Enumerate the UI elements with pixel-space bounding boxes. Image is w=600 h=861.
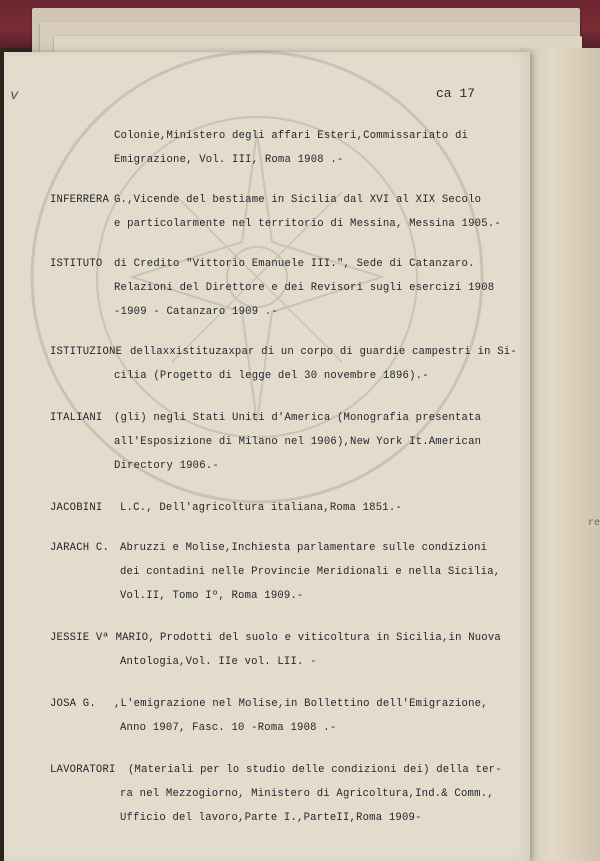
entry-line: Abruzzi e Molise,Inchiesta parlamentare sulle condizioni [120, 542, 488, 554]
margin-mark: v [10, 88, 19, 104]
entry-label: ISTITUZIONE [50, 346, 123, 358]
entry-line: Directory 1906.- [114, 460, 219, 472]
right-edge-text: re [588, 518, 600, 529]
entry-label: INFERRERA [50, 194, 110, 206]
entry-line: all'Esposizione di Milano nel 1906),New York It.American [114, 436, 482, 448]
right-page-edges [520, 48, 600, 861]
entry-line: Vol.II, Tomo Iº, Roma 1909.- [120, 590, 304, 602]
page-number: ca 17 [436, 86, 476, 101]
entry-line: (gli) negli Stati Uniti d'America (Monografia presentata [114, 412, 482, 424]
entry-line: ,L'emigrazione nel Molise,in Bollettino dell'Emigrazione, [114, 698, 488, 710]
entry-line: (Materiali per lo studio delle condizioni dei) della ter- [128, 764, 502, 776]
entry-line: L.C., Dell'agricoltura italiana,Roma 1851.- [120, 502, 402, 514]
entry-label: JACOBINI [50, 502, 103, 514]
entry-line: e particolarmente nel territorio di Messina, Messina 1905.- [114, 218, 501, 230]
entry-line: -1909 - Catanzaro 1909 .- [114, 306, 278, 318]
entry-label: JOSA G. [50, 698, 96, 710]
entry-label: ISTITUTO [50, 258, 103, 270]
document-page [4, 52, 530, 861]
entry-label: JESSIE Vª MARIO, [50, 632, 155, 644]
entry-line: Ufficio del lavoro,Parte I.,ParteII,Roma 1909- [120, 812, 422, 824]
entry-line: dellaxxistituzaxpar di un corpo di guardie campestri in Si- [130, 346, 517, 358]
entry-line: ra nel Mezzogiorno, Ministero di Agricoltura,Ind.& Comm., [120, 788, 494, 800]
entry-line: cilia (Progetto di legge del 30 novembre 1896).- [114, 370, 429, 382]
entry-line: Relazioni del Direttore e dei Revisori sugli esercizi 1908 [114, 282, 495, 294]
entry-label: LAVORATORI [50, 764, 116, 776]
entry-line: G.,Vicende del bestiame in Sicilia dal XVI al XIX Secolo [114, 194, 482, 206]
entry-line: di Credito "Vittorio Emanuele III.", Sede di Catanzaro. [114, 258, 475, 270]
entry-label: JARACH C. [50, 542, 110, 554]
entry-line: Colonie,Ministero degli affari Esteri,Commissariato di [114, 130, 469, 142]
entry-line: Antologia,Vol. IIe vol. LII. - [120, 656, 317, 668]
entry-line: Anno 1907, Fasc. 10 -Roma 1908 .- [120, 722, 337, 734]
entry-line: Emigrazione, Vol. III, Roma 1908 .- [114, 154, 344, 166]
entry-line: Prodotti del suolo e viticoltura in Sicilia,in Nuova [160, 632, 501, 644]
entry-line: dei contadini nelle Provincie Meridionali e nella Sicilia, [120, 566, 501, 578]
entry-label: ITALIANI [50, 412, 103, 424]
